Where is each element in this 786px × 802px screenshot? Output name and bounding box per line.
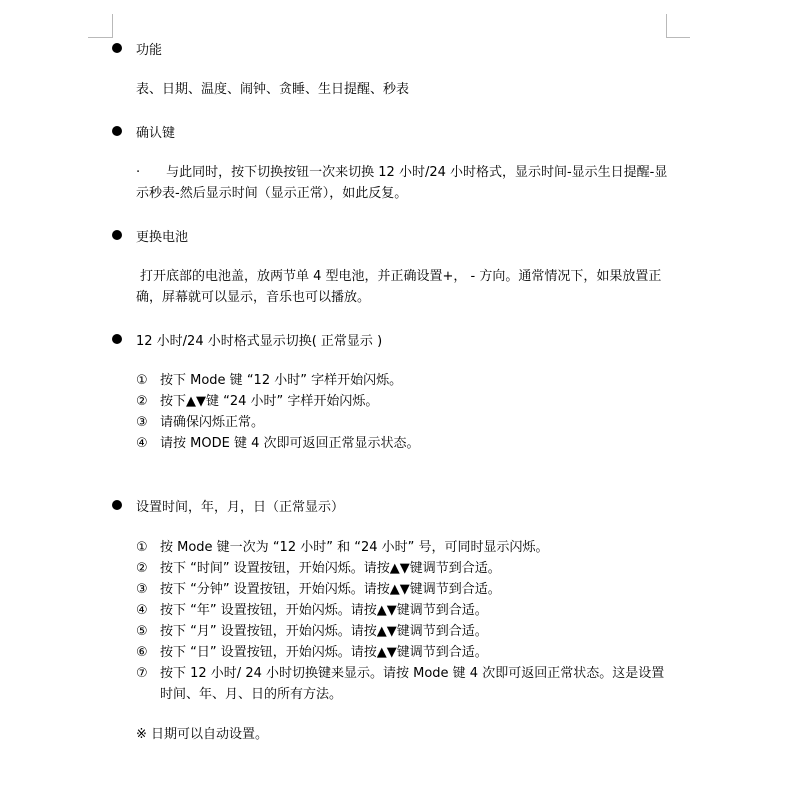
crop-mark-left-h <box>88 37 113 38</box>
list-item: ③ 按下 “分钟” 设置按钮，开始闪烁。请按▲▼键调节到合适。 <box>136 582 501 597</box>
time-format-steps <box>136 370 676 454</box>
note-auto-date: ※ 日期可以自动设置。 <box>136 727 269 742</box>
section-heading-replace-battery: 更换电池 <box>112 225 188 245</box>
battery-text: 打开底部的电池盖，放两节单 4 型电池，并正确设置+， - 方向。通常情况下，如果放置正确，屏幕就可以显示，音乐也可以播放。 <box>136 269 662 305</box>
bullet-icon <box>112 126 122 136</box>
section-heading-time-format: 12 小时/24 小时格式显示切换( 正常显示 ) <box>112 329 382 349</box>
bullet-icon <box>112 230 122 240</box>
list-item: ⑤ 按下 “月” 设置按钮，开始闪烁。请按▲▼键调节到合适。 <box>136 624 488 639</box>
bullet-icon <box>112 334 122 344</box>
list-item: ⑦ 按下 12 小时/ 24 小时切换键来显示。请按 Mode 键 4 次即可返回正常状态。这是设置时间、年、月、日的所有方法。 <box>136 666 665 702</box>
crop-mark-right <box>666 14 667 38</box>
crop-mark-right-h <box>666 37 690 38</box>
section-heading-confirm-key: 确认键 <box>112 121 175 141</box>
list-item: ④ 请按 MODE 键 4 次即可返回正常显示状态。 <box>136 436 420 451</box>
list-item: ① 按 Mode 键一次为 “12 小时” 和 “24 小时” 号，可同时显示闪烁。 <box>136 540 549 555</box>
list-item: ④ 按下 “年” 设置按钮，开始闪烁。请按▲▼键调节到合适。 <box>136 603 488 618</box>
bullet-icon <box>112 43 122 53</box>
list-item: ② 按下 “时间” 设置按钮，开始闪烁。请按▲▼键调节到合适。 <box>136 561 501 576</box>
features-text: 表、日期、温度、闹钟、贪睡、生日提醒、秒表 <box>136 82 410 97</box>
list-item: ① 按下 Mode 键 “12 小时” 字样开始闪烁。 <box>136 373 403 388</box>
bullet-icon <box>112 500 122 510</box>
section-heading-features: 功能 <box>112 38 162 58</box>
list-item: ③ 请确保闪烁正常。 <box>136 415 265 430</box>
list-item: ② 按下▲▼键 “24 小时” 字样开始闪烁。 <box>136 394 379 409</box>
section-heading-set-time: 设置时间，年，月，日（正常显示） <box>112 495 344 515</box>
set-time-steps <box>136 537 676 705</box>
confirm-key-text: · 与此同时，按下切换按钮一次来切换 12 小时/24 小时格式，显示时间-显示生日提醒-显示秒表-然后显示时间（显示正常），如此反复。 <box>136 165 668 201</box>
crop-mark-left <box>112 14 113 38</box>
list-item: ⑥ 按下 “日” 设置按钮，开始闪烁。请按▲▼键调节到合适。 <box>136 645 488 660</box>
